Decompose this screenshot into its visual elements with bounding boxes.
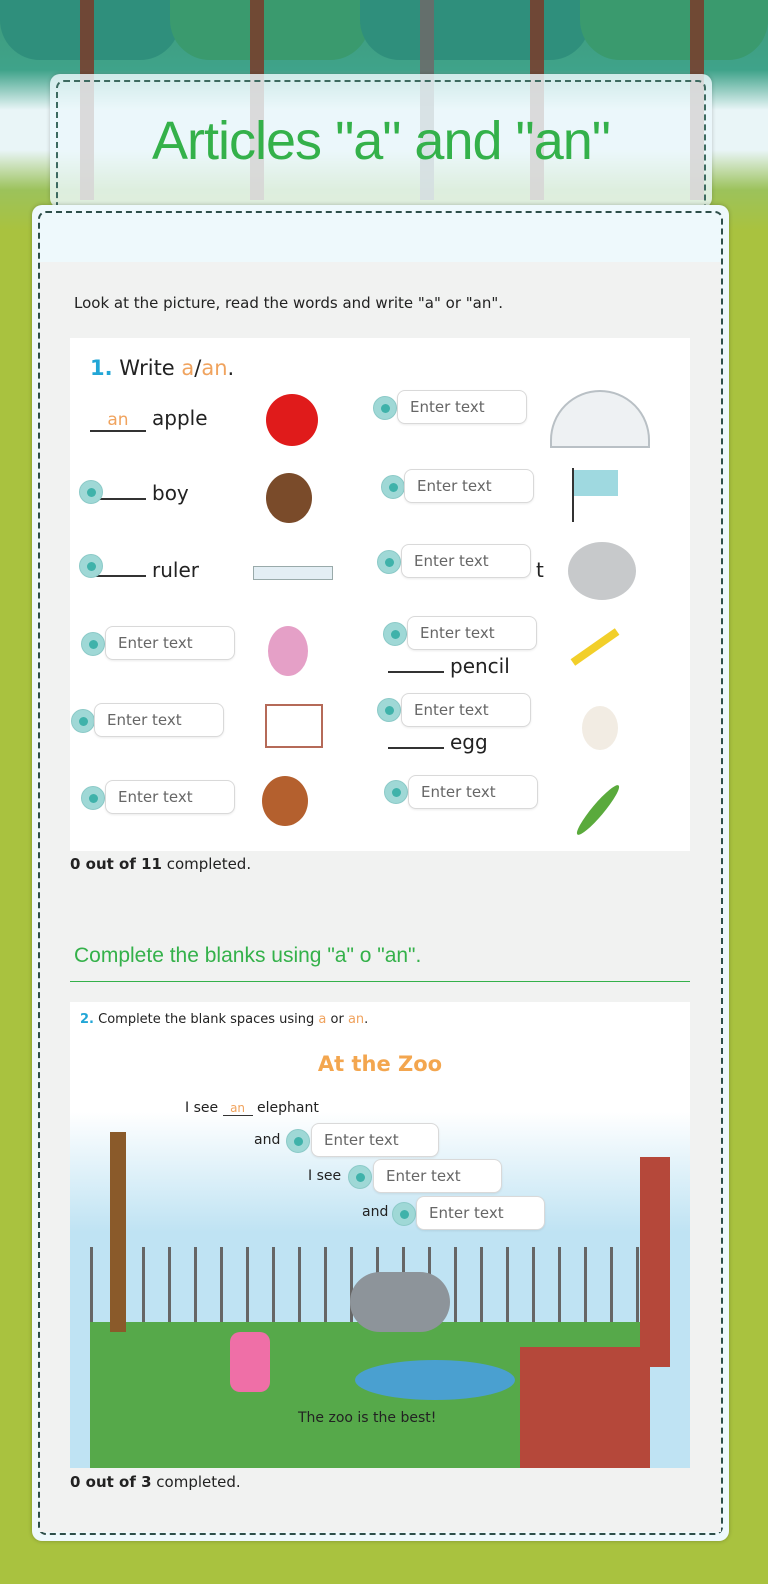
answer-input-egg[interactable]: Enter text — [401, 693, 531, 727]
answer-input-elephant[interactable]: Enter text — [401, 544, 531, 578]
story-input-2[interactable]: Enter text — [373, 1159, 502, 1193]
input-marker — [286, 1129, 310, 1153]
boy-icon — [266, 473, 312, 523]
input-marker — [383, 622, 407, 646]
section1-instruction: Look at the picture, read the words and write "a" or "an". — [74, 294, 504, 312]
word-egg: egg — [388, 730, 488, 754]
word-ruler: ruler — [90, 558, 199, 582]
elephant-picture — [350, 1272, 450, 1332]
story-line1: I see an elephant — [185, 1100, 319, 1116]
brick-pillar — [640, 1157, 670, 1367]
word-pencil: pencil — [388, 654, 510, 678]
exercise2-image — [70, 1002, 690, 1468]
apple-icon — [266, 394, 318, 446]
input-marker — [384, 780, 408, 804]
input-marker — [81, 786, 105, 810]
brick-wall — [520, 1347, 650, 1468]
input-marker — [79, 554, 103, 578]
exercise2-instruction: 2. Complete the blank spaces using a or an. — [80, 1012, 369, 1027]
pencil-icon — [571, 628, 620, 666]
section2-heading: Complete the blanks using "a" o "an". — [74, 944, 422, 967]
answer-input-girl[interactable]: Enter text — [105, 626, 235, 660]
story-line3: I see — [308, 1168, 342, 1184]
input-marker — [377, 550, 401, 574]
igloo-icon — [550, 390, 650, 448]
word-boy: boy — [90, 481, 189, 505]
leaf-icon — [573, 782, 623, 839]
flag-icon — [574, 470, 618, 496]
girl-icon — [268, 626, 308, 676]
input-marker — [392, 1202, 416, 1226]
example-item: an apple — [90, 406, 208, 432]
story-input-1[interactable]: Enter text — [311, 1123, 439, 1157]
story-line4: and — [362, 1204, 389, 1220]
input-marker — [373, 396, 397, 420]
story-title: At the Zoo — [317, 1052, 443, 1076]
story-caption: The zoo is the best! — [298, 1410, 437, 1426]
input-marker — [348, 1165, 372, 1189]
girl-picture — [230, 1332, 270, 1392]
answer-input-flag[interactable]: Enter text — [404, 469, 534, 503]
palm-tree — [110, 1132, 126, 1332]
page-title: Articles "a" and "an" — [152, 111, 610, 171]
section2-progress: 0 out of 3 completed. — [70, 1473, 241, 1491]
answer-input-pencil[interactable]: Enter text — [407, 616, 537, 650]
input-marker — [79, 480, 103, 504]
book-icon — [265, 704, 323, 748]
section-divider — [70, 981, 690, 982]
pond — [355, 1360, 515, 1400]
answer-input-book[interactable]: Enter text — [94, 703, 224, 737]
input-marker — [71, 709, 95, 733]
girl-face-icon — [262, 776, 308, 826]
answer-input-leaf[interactable]: Enter text — [408, 775, 538, 809]
story-input-3[interactable]: Enter text — [416, 1196, 545, 1230]
input-marker — [377, 698, 401, 722]
story-line2: and — [254, 1132, 281, 1148]
egg-icon — [582, 706, 618, 750]
section1-progress: 0 out of 11 completed. — [70, 855, 252, 873]
exercise1-heading: 1. Write a/an. — [90, 356, 235, 380]
word-fragment: t — [536, 558, 544, 582]
input-marker — [381, 475, 405, 499]
ruler-icon — [253, 566, 333, 580]
elephant-icon — [568, 542, 636, 600]
title-card — [50, 74, 712, 208]
input-marker — [81, 632, 105, 656]
answer-input-igloo[interactable]: Enter text — [397, 390, 527, 424]
answer-input-girl2[interactable]: Enter text — [105, 780, 235, 814]
